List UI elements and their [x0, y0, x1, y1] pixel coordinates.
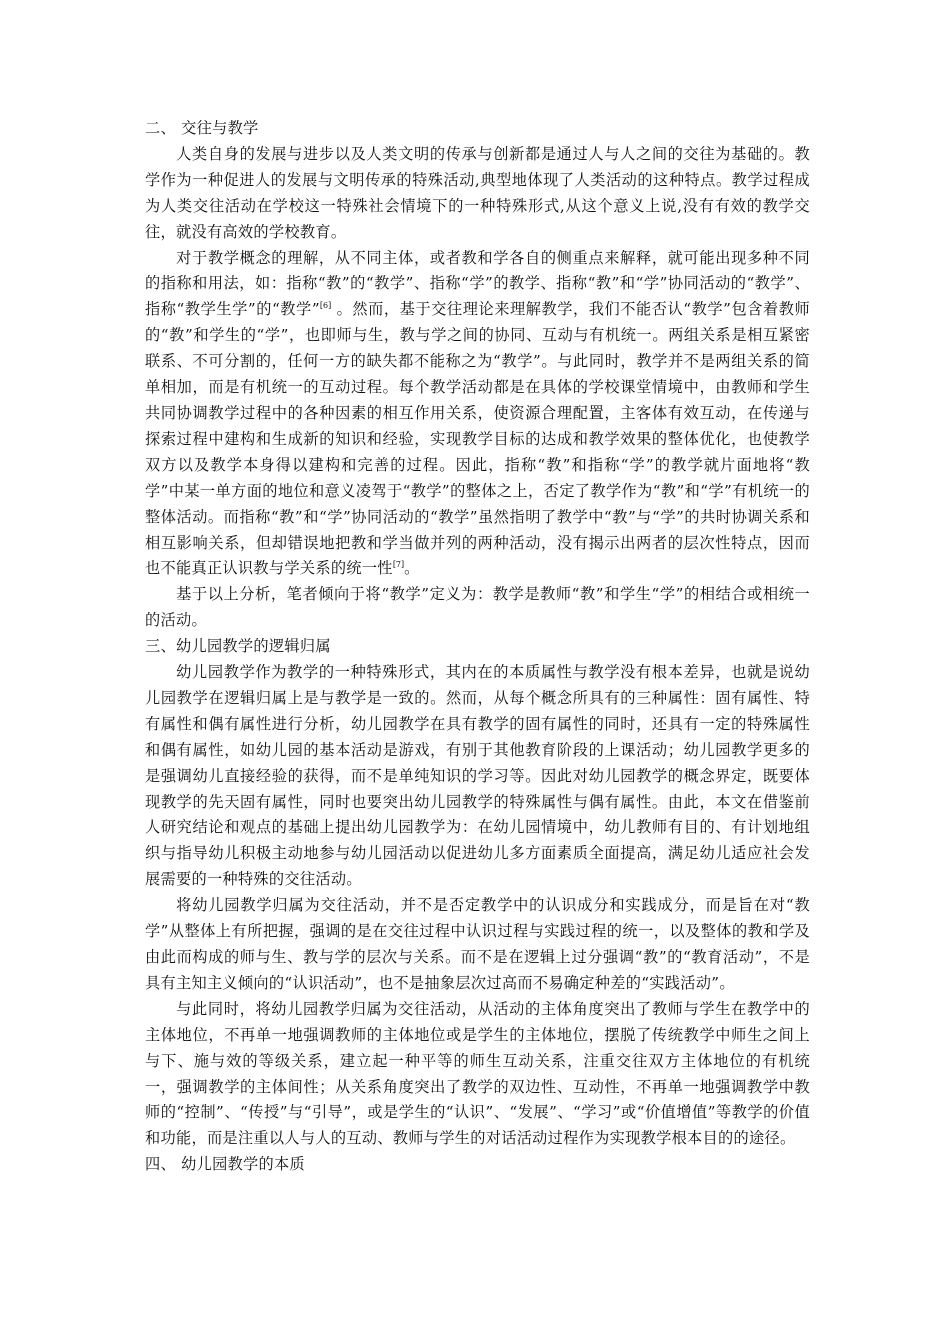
paragraph-interaction-activity: 将幼儿园教学归属为交往活动，并不是否定教学中的认识成分和实践成分，而是旨在对“教学”从整体上有所把握，强调的是在交往过程中认识过程与实践过程的统一，以及整体的教和学及由此而构成的师与生、教与学的层次与关系。而不是在逻辑上过分强调“教”的“教育活动”，不是具有主知主义倾向的“认识活动”，也不是抽象层次过高而不易确定种差的“实践活动”。 — [145, 896, 810, 992]
section-heading-interaction-and-teaching: 二、 交往与教学 — [145, 119, 259, 137]
paragraph-subject-status: 与此同时，将幼儿园教学归属为交往活动，从活动的主体角度突出了教师与学生在教学中的主体地位，不再单一地强调教师的主体地位或是学生的主体地位，摆脱了传统教学中师生之间上与下、施与效的等级关系，建立起一种平等的师生互动关系，注重交往双方主体地位的有机统一，强调教学的主体间性；从关系角度突出了教学的双边性、互动性，不再单一地强调教学中教师的“控制”、“传授”与“引导”，或是学生的“认识”、“发展”、“学习”或“价值增值”等教学的价值和功能，而是注重以人与人的互动、教师与学生的对话活动过程作为实现教学根本目的的途径。 — [145, 999, 810, 1148]
paragraph-teaching-concept — [145, 246, 810, 583]
paragraph-kindergarten-teaching-form: 幼儿园教学作为教学的一种特殊形式，其内在的本质属性与教学没有根本差异，也就是说幼儿园教学在逻辑归属上是与教学是一致的。然而，从每个概念所具有的三种属性：固有属性、特有属性和偶有属性进行分析，幼儿园教学在具有教学的固有属性的同时，还具有一定的特殊属性和偶有属性，如幼儿园的基本活动是游戏，有别于其他教育阶段的上课活动；幼儿园教学更多的是强调幼儿直接经验的获得，而不是单纯知识的学习等。因此对幼儿园教学的概念界定，既要体现教学的先天固有属性，同时也要突出幼儿园教学的特殊属性与偶有属性。由此，本文在借鉴前人研究结论和观点的基础上提出幼儿园教学为：在幼儿园情境中，幼儿教师有目的、有计划地组织与指导幼儿积极主动地参与幼儿园活动以促进幼儿多方面素质全面提高，满足幼儿适应社会发展需要的一种特殊的交往活动。 — [145, 663, 810, 889]
paragraph-text: 对于教学概念的理解，从不同主体，或者教和学各自的侧重点来解释，就可能出现多种不同的指称和用法，如：指称“教”的“教学”、指称“学”的教学、指称“教”和“学”协同活动的“教学”、指称“教学生学”的“教学” — [145, 248, 810, 319]
citation-reference: [6] — [319, 301, 332, 311]
document-body — [145, 116, 810, 1178]
paragraph-text: 。然而，基于交往理论来理解教学，我们不能否认“教学”包含着教师的“教”和学生的“学”，也即师与生，教与学之间的协同、互动与有机统一。两组关系是相互紧密联系、不可分割的，任何一方的缺失都不能称之为“教学”。与此同时，教学并不是两组关系的简单相加，而是有机统一的互动过程。每个教学活动都是在具体的学校课堂情境中，由教师和学生共同协调教学过程中的各种因素的相互作用关系，使资源合理配置，主客体有效互动，在传递与探索过程中建构和生成新的知识和经验，实现教学目标的达成和教学效果的整体优化，也使教学双方以及教学本身得以建构和完善的过程。因此，指称“教”和指称“学”的教学就片面地将“教学”中某一单方面的地位和意义凌驾于“教学”的整体之上，否定了教学作为“教”和“学”有机统一的整体活动。而指称“教”和“学”协同活动的“教学”虽然指明了教学中“教”与“学”的共时协调关系和相互影响关系，但却错误地把教和学当做并列的两种活动，没有揭示出两者的层次性特点，因而也不能真正认识教与学关系的统一性 — [145, 300, 810, 578]
paragraph-teaching-definition: 基于以上分析，笔者倾向于将“教学”定义为：教学是教师“教”和学生“学”的相结合或相统一的活动。 — [145, 585, 810, 630]
section-heading-logical-attribution: 三、幼儿园教学的逻辑归属 — [145, 637, 331, 656]
paragraph-text: 。 — [404, 559, 420, 578]
section-heading-essence: 四、 幼儿园教学的本质 — [145, 1155, 306, 1174]
citation-reference: [7] — [392, 560, 405, 570]
paragraph-human-interaction: 人类自身的发展与进步以及人类文明的传承与创新都是通过人与人之间的交往为基础的。教学作为一种促进人的发展与文明传承的特殊活动,典型地体现了人类活动的这种特点。教学过程成为人类交往活动在学校这一特殊社会情境下的一种特殊形式,从这个意义上说,没有有效的教学交往，就没有高效的学校教育。 — [145, 144, 810, 241]
